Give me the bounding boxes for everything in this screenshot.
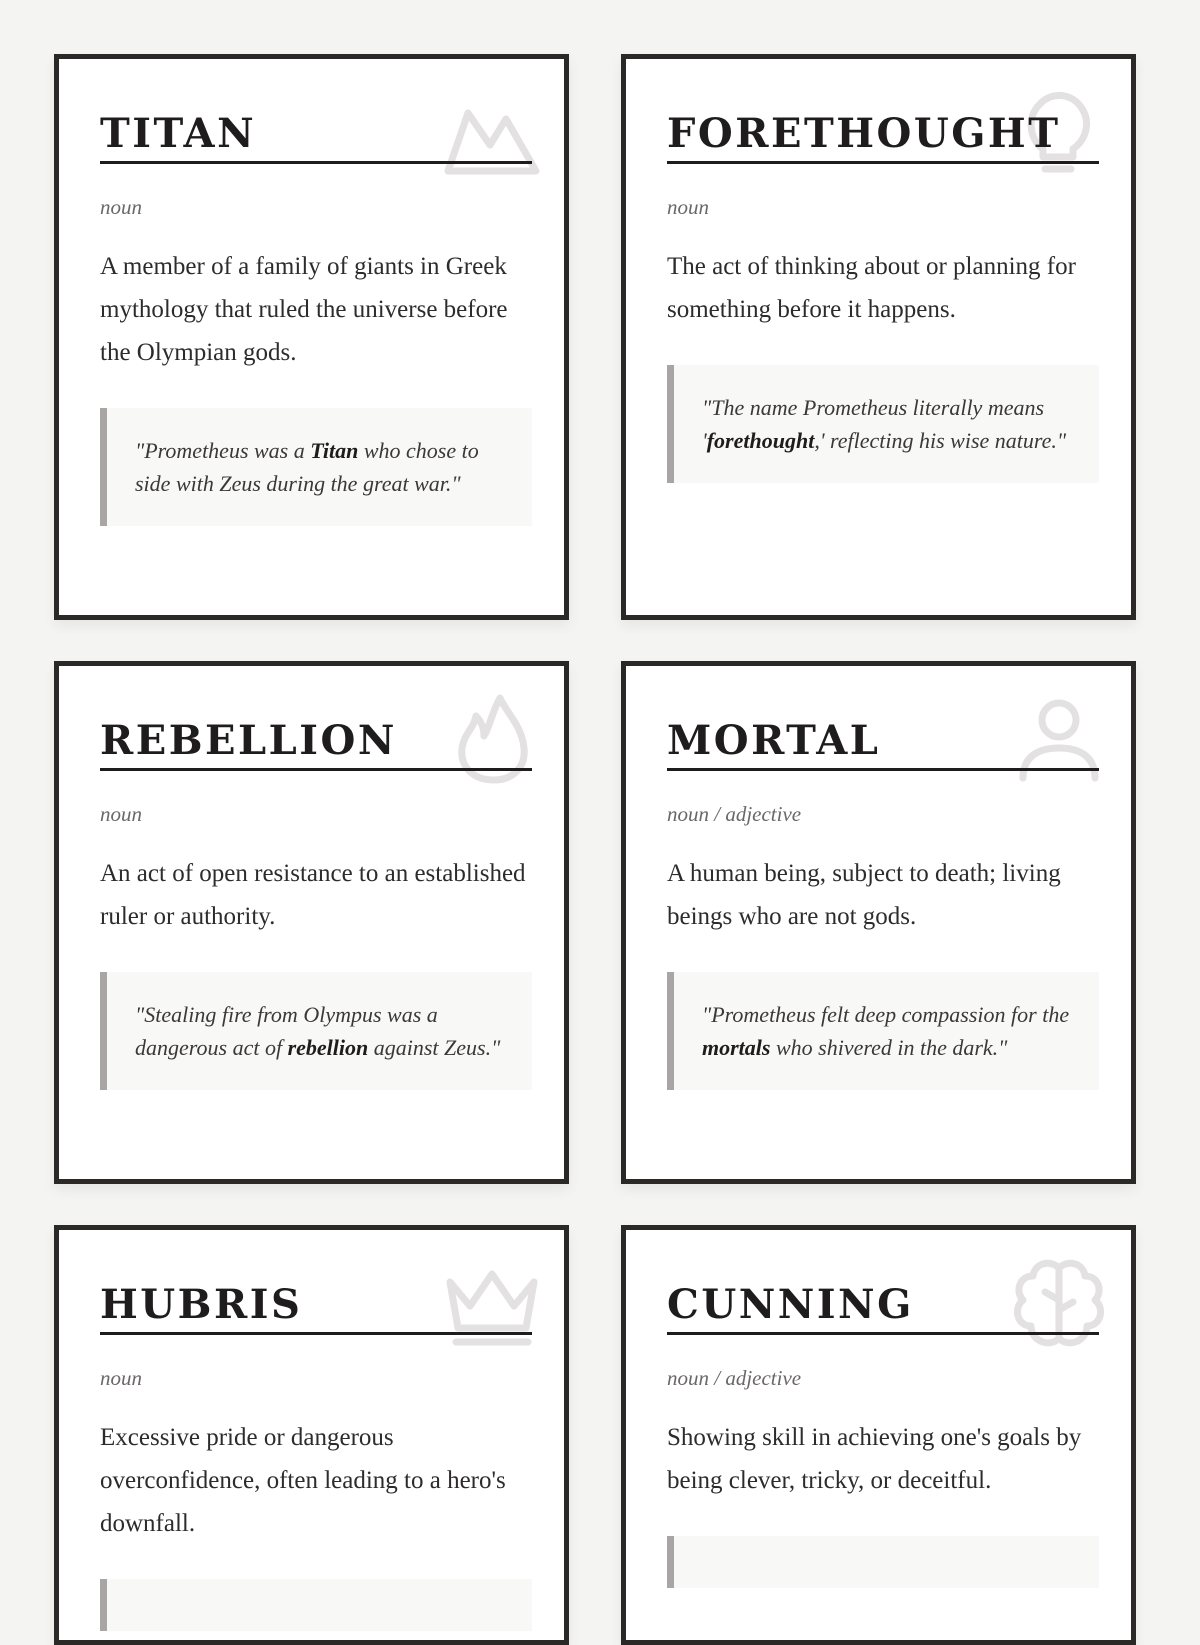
part-of-speech: noun	[100, 1366, 142, 1390]
example-quote	[667, 365, 1099, 483]
part-of-speech: noun	[100, 802, 142, 826]
example-quote	[667, 1536, 1099, 1588]
term-title: FORETHOUGHT	[667, 110, 1099, 164]
term-title: HUBRIS	[100, 1281, 532, 1335]
term-title: TITAN	[100, 110, 532, 164]
vocab-card-hubris	[54, 1225, 569, 1645]
definition-text: A human being, subject to death; living beings who are not gods.	[667, 860, 1061, 930]
definition-text: Excessive pride or dangerous overconfidence, often leading to a hero's downfall.	[100, 1424, 506, 1537]
definition-text: The act of thinking about or planning for something before it happens.	[667, 253, 1076, 323]
example-highlight: Titan	[310, 438, 359, 463]
definition-text: Showing skill in achieving one's goals by being clever, tricky, or deceitful.	[667, 1424, 1082, 1494]
example-text-before: "Prometheus was a	[135, 438, 311, 463]
example-text-after: against Zeus."	[368, 1035, 501, 1060]
part-of-speech: noun / adjective	[667, 802, 802, 826]
definition-text: A member of a family of giants in Greek mythology that ruled the universe before the Olympian gods.	[100, 253, 508, 366]
example-highlight: rebellion	[287, 1035, 369, 1060]
example-quote	[100, 1579, 532, 1631]
term-title: CUNNING	[667, 1281, 1099, 1335]
vocab-card-rebellion	[54, 661, 569, 1184]
vocab-card-titan	[54, 54, 569, 620]
term-title: MORTAL	[667, 717, 1099, 771]
part-of-speech: noun / adjective	[667, 1366, 802, 1390]
part-of-speech: noun	[100, 195, 142, 219]
vocab-card-forethought	[621, 54, 1136, 620]
example-highlight: forethought	[706, 428, 815, 453]
vocab-card-mortal	[621, 661, 1136, 1184]
example-quote	[100, 972, 532, 1090]
example-quote	[667, 972, 1099, 1090]
example-text-after: who chose to side with Zeus during the great war."	[135, 438, 479, 496]
example-text-before: "Stealing fire from Olympus was a dangerous act of	[135, 1002, 438, 1060]
example-text-after: who shivered in the dark."	[770, 1035, 1008, 1060]
example-quote	[100, 408, 532, 526]
example-text-after: ,' reflecting his wise nature."	[814, 428, 1067, 453]
definition-text: An act of open resistance to an established ruler or authority.	[100, 860, 526, 930]
example-text-before: "The name Prometheus literally means '	[702, 395, 1045, 453]
term-title: REBELLION	[100, 717, 532, 771]
example-highlight: mortals	[702, 1035, 771, 1060]
part-of-speech: noun	[667, 195, 709, 219]
vocab-card-cunning	[621, 1225, 1136, 1645]
example-text-before: "Prometheus felt deep compassion for the	[702, 1002, 1070, 1027]
